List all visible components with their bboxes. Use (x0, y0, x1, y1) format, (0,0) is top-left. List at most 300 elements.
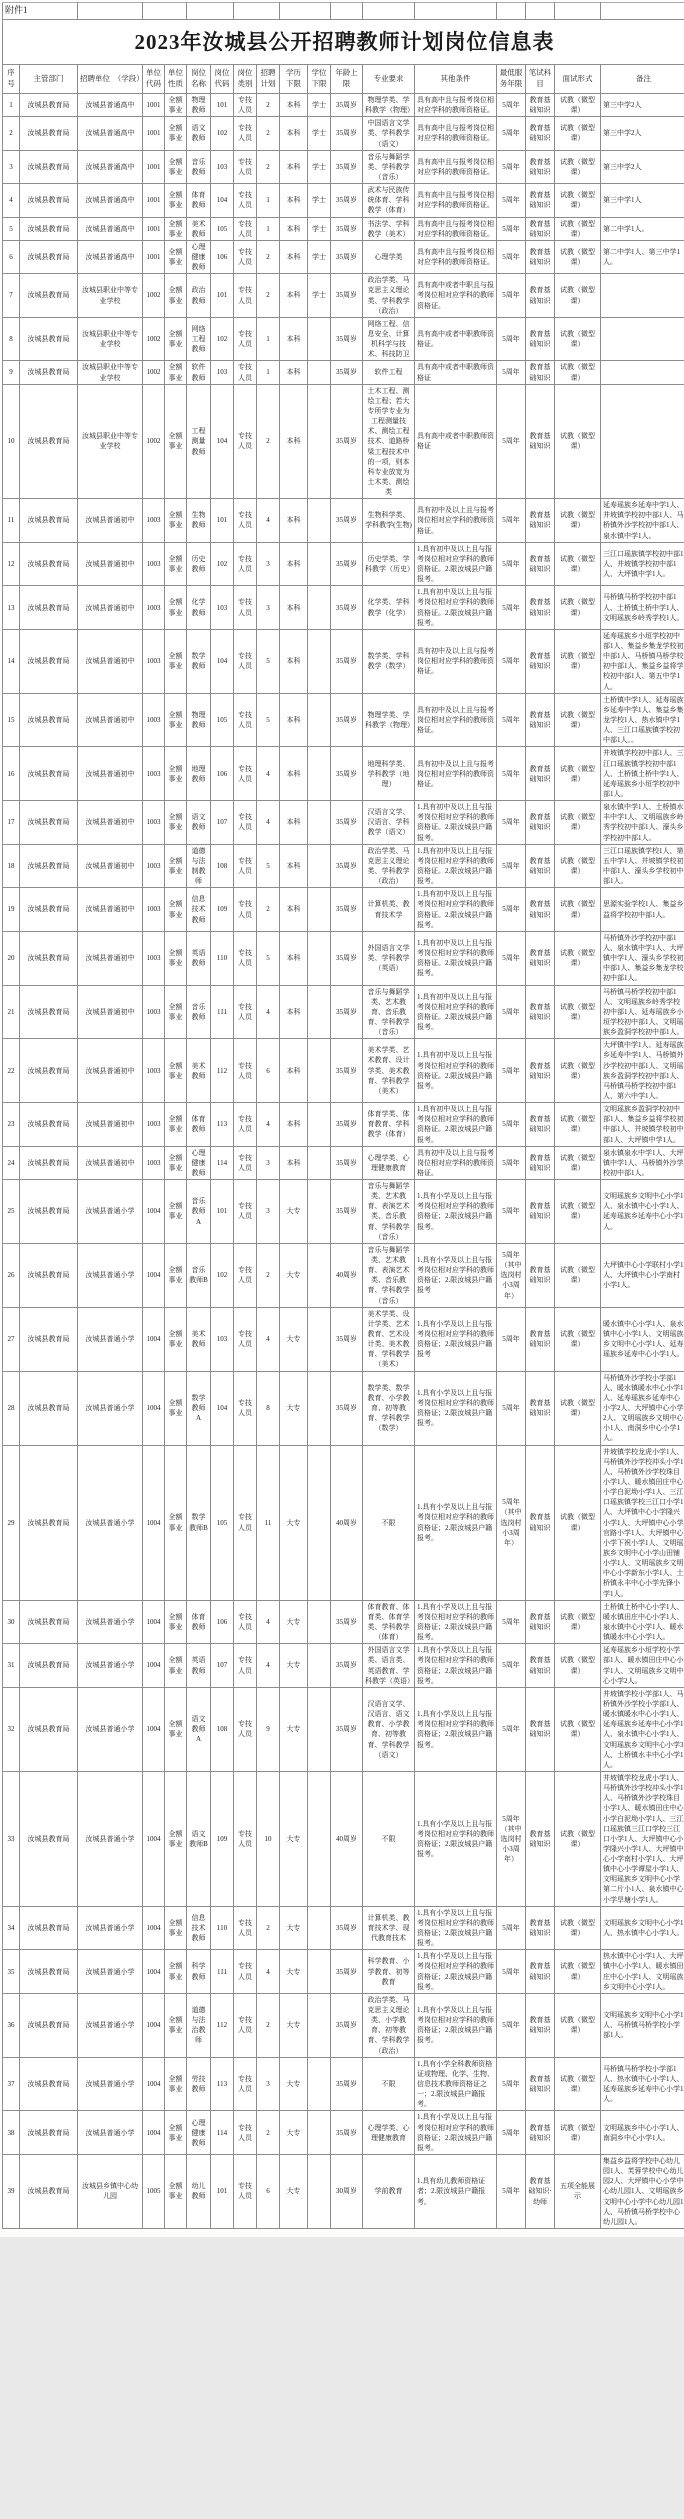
cell: 五项全能展示 (555, 2155, 601, 2229)
cell: 教育基础知识 (526, 361, 555, 384)
cell: 35周岁 (331, 317, 363, 361)
cell: 教育基础知识 (526, 844, 555, 888)
cell: 35周岁 (331, 117, 363, 150)
cell (308, 2155, 331, 2229)
cell: 111 (211, 985, 234, 1039)
cell: 40周岁 (331, 1243, 363, 1307)
cell: 1004 (143, 1180, 165, 1244)
cell: 1.具有小学及以上且与报考岗位相对应学科的教师资格证；2.限汝城县户籍报考。 (415, 1644, 497, 1688)
cell: 汝城县教育局 (20, 384, 78, 499)
cell: 1003 (143, 931, 165, 985)
cell: 本科 (280, 274, 308, 318)
cell: 1004 (143, 1243, 165, 1307)
cell: 汝城县教育局 (20, 1993, 78, 2057)
cell: 汝城县普通初中 (78, 985, 143, 1039)
cell: 29 (3, 1445, 20, 1600)
cell: 专技人员 (234, 1687, 257, 1771)
cell: 101 (211, 274, 234, 318)
cell: 105 (211, 217, 234, 240)
cell: 1003 (143, 1146, 165, 1179)
cell: 本科 (280, 184, 308, 217)
cell: 英语教师 (187, 1644, 211, 1688)
cell: 道德与法治教师 (187, 1993, 211, 2057)
cell (601, 317, 684, 361)
cell: 35周岁 (331, 1371, 363, 1445)
cell: 1 (257, 217, 280, 240)
cell: 本科 (280, 801, 308, 845)
cell: 专技人员 (234, 240, 257, 273)
cell: 汝城县教育局 (20, 1445, 78, 1600)
cell: 汝城县教育局 (20, 217, 78, 240)
cell: 专技人员 (234, 317, 257, 361)
cell: 5周年 (497, 274, 526, 318)
cell: 2 (257, 240, 280, 273)
cell: 学士 (308, 94, 331, 117)
cell: 试教（微型课） (555, 117, 601, 150)
cell: 110 (211, 931, 234, 985)
cell: 学士 (308, 184, 331, 217)
cell: 全额事业 (165, 888, 187, 932)
cell: 教育基础知识 (526, 985, 555, 1039)
table-row (3, 1771, 684, 1906)
table-row (3, 1445, 684, 1600)
cell: 5周年 (497, 384, 526, 499)
cell (308, 542, 331, 586)
cell (308, 586, 331, 630)
cell: 科学教育、小学教育、初等教育 (363, 1950, 415, 1994)
header-cell: 学历 下限 (280, 65, 308, 94)
header-cell: 学位下限 (308, 65, 331, 94)
cell: 学士 (308, 150, 331, 183)
cell: 学前教育 (363, 2155, 415, 2229)
cell: 学士 (308, 217, 331, 240)
cell: 美术教师 (187, 1039, 211, 1103)
header-cell: 招聘计划 (257, 65, 280, 94)
cell: 教育基础知识 (526, 1146, 555, 1179)
cell: 马桥镇马桥学校初中部1人、文明瑶族乡岭秀学校初中部1人、延寿瑶族乡小垣学校初中部1人、文明瑶族乡盈洞学校初中部1人。 (601, 985, 684, 1039)
header-cell: 单位性质 (165, 65, 187, 94)
cell: 汝城县教育局 (20, 1600, 78, 1644)
cell: 试教（微型课） (555, 1307, 601, 1371)
cell: 具有初中及以上且与报考岗位相对应学科的教师资格证。 (415, 747, 497, 801)
cell: 大专 (280, 1906, 308, 1950)
cell: 全额事业 (165, 499, 187, 543)
cell: 试教（微型课） (555, 217, 601, 240)
cell: 4 (257, 801, 280, 845)
cell: 1004 (143, 1600, 165, 1644)
cell: 汝城县教育局 (20, 888, 78, 932)
cell (308, 1039, 331, 1103)
cell: 1001 (143, 117, 165, 150)
cell: 107 (211, 1644, 234, 1688)
cell (308, 1771, 331, 1906)
cell: 1.具有小学及以上且与报考岗位相对应学科的教师资格证；2.限汝城县户籍报考。 (415, 1687, 497, 1771)
cell: 汝城县教育局 (20, 1687, 78, 1771)
cell: 汝城县教育局 (20, 2111, 78, 2155)
cell: 35周岁 (331, 1039, 363, 1103)
cell: 外国语言文学类、语言类、英语教育、学科教学（英语） (363, 1644, 415, 1688)
cell (308, 801, 331, 845)
cell: 本科 (280, 888, 308, 932)
cell: 专技人员 (234, 1039, 257, 1103)
cell: 三江口瑶族镇学校初中部1人、井坡镇学校初中部1人、大坪镇中学1人。 (601, 542, 684, 586)
cell: 3 (257, 2057, 280, 2111)
cell: 试教（微型课） (555, 693, 601, 747)
cell: 1.具有初中及以上且与报考岗位相对应学科的教师资格证。2.限汝城县户籍报考。 (415, 985, 497, 1039)
cell: 本科 (280, 150, 308, 183)
cell: 全额事业 (165, 184, 187, 217)
cell: 1.具有小学及以上且与报考岗位相对应学科的教师资格证；2.限汝城县户籍报考。 (415, 2111, 497, 2155)
cell: 本科 (280, 499, 308, 543)
cell: 1001 (143, 184, 165, 217)
cell: 汉语言文学、汉语言、学科教学（语文） (363, 801, 415, 845)
table-row (3, 586, 684, 630)
cell: 专技人员 (234, 985, 257, 1039)
cell: 数学教师B (187, 1445, 211, 1600)
cell: 全额事业 (165, 384, 187, 499)
cell (308, 1950, 331, 1994)
cell: 25 (3, 1180, 20, 1244)
cell: 本科 (280, 586, 308, 630)
cell: 11 (3, 499, 20, 543)
cell: 政治学类、马克思主义理论类、学科教学（政治） (363, 844, 415, 888)
cell: 汝城县普通初中 (78, 801, 143, 845)
cell: 5 (3, 217, 20, 240)
cell: 4 (3, 184, 20, 217)
cell: 汝城县普通初中 (78, 499, 143, 543)
cell: 113 (211, 1103, 234, 1147)
cell: 102 (211, 542, 234, 586)
table-row (3, 542, 684, 586)
cell: 全额事业 (165, 1771, 187, 1906)
cell: 井坡镇学校龙虎小学1人、马桥镇外沙学校冲头小学1人、马桥镇外沙学校珠目小学1人、暖水镇田庄中心小学白泥坳小学1人、三江口瑶族镇学校三江口小学1人、大坪镇中心小学隆兴小学1人、大坪镇中心小学官路小学1人、大坪镇中心小学下祝小学1人、文明瑶族乡文明中心小学山田铺小学1人、文明瑶族乡文明中心小学新东小学1人、土桥镇永丰中心小学先锋小学1人。 (601, 1445, 684, 1600)
cell: 书法学、学科教学（美术） (363, 217, 415, 240)
cell: 音乐与舞蹈学类、艺术教育、表演艺术类、音乐教育、学科教学（音乐） (363, 1243, 415, 1307)
cell: 心理健康教师 (187, 2111, 211, 2155)
cell: 6 (257, 2155, 280, 2229)
attachment-label: 附件1 (3, 3, 78, 20)
cell: 5周年 (497, 2111, 526, 2155)
cell: 土木工程、测绘工程；若大专所学专业为工程测量技术、测绘工程技术、道路桥梁工程技术中的一项，则本科专业放宽为土木类、测绘类 (363, 384, 415, 499)
cell: 汝城县普通小学 (78, 2057, 143, 2111)
cell: 网络工程教师 (187, 317, 211, 361)
cell: 汝城县教育局 (20, 499, 78, 543)
cell: 教育基础知识 (526, 693, 555, 747)
cell: 5周年 (497, 747, 526, 801)
cell: 4 (257, 747, 280, 801)
cell: 9 (257, 1687, 280, 1771)
cell: 23 (3, 1103, 20, 1147)
cell: 1.具有小学及以上且与报考岗位相对应学科的教师资格证；2.限汝城县户籍报考。 (415, 1371, 497, 1445)
cell: 109 (211, 1771, 234, 1906)
cell: 历史教师 (187, 542, 211, 586)
cell: 3 (3, 150, 20, 183)
cell: 本科 (280, 217, 308, 240)
cell: 1.具有初中及以上且与报考岗位相对应学科的教师资格证。2.限汝城县户籍报考。 (415, 888, 497, 932)
table-row (3, 317, 684, 361)
cell: 35周岁 (331, 888, 363, 932)
cell: 14 (3, 629, 20, 693)
table-row (3, 1644, 684, 1688)
cell: 心理学类、心理健康教育 (363, 2111, 415, 2155)
cell: 本科 (280, 985, 308, 1039)
cell: 专技人员 (234, 1950, 257, 1994)
cell: 音乐教师A (187, 1180, 211, 1244)
cell: 5周年 (497, 94, 526, 117)
cell: 全额事业 (165, 1600, 187, 1644)
cell: 全额事业 (165, 1687, 187, 1771)
cell: 试教（微型课） (555, 1103, 601, 1147)
cell: 汝城县教育局 (20, 747, 78, 801)
cell: 4 (257, 1950, 280, 1994)
cell: 语文教师A (187, 1687, 211, 1771)
header-cell: 备注 (601, 65, 684, 94)
cell: 汝城县普通初中 (78, 1146, 143, 1179)
cell: 2 (257, 117, 280, 150)
cell: 大专 (280, 1243, 308, 1307)
cell: 网络工程、信息安全、计算机科学与技术、科技防卫 (363, 317, 415, 361)
cell: 104 (211, 1371, 234, 1445)
cell: 全额事业 (165, 1243, 187, 1307)
cell: 汝城县普通高中 (78, 94, 143, 117)
cell: 汝城县普通高中 (78, 240, 143, 273)
cell: 政治学类、马克思主义理论类、小学教育、初等教育、学科教学（政治） (363, 1993, 415, 2057)
cell: 具有高中且与报考岗位相对应学科的教师资格证。 (415, 217, 497, 240)
cell: 5周年 (497, 1600, 526, 1644)
cell: 音乐与舞蹈学类、艺术教育、表演艺术类、音乐教育、学科教学（音乐） (363, 1180, 415, 1244)
cell: 汝城县普通小学 (78, 1993, 143, 2057)
cell: 中国语言文学类、学科教学（语文） (363, 117, 415, 150)
cell: 专技人员 (234, 586, 257, 630)
cell: 汝城县教育局 (20, 1146, 78, 1179)
cell: 1004 (143, 1307, 165, 1371)
cell (601, 384, 684, 499)
cell: 全额事业 (165, 1445, 187, 1600)
cell: 汝城县教育局 (20, 150, 78, 183)
cell: 教育基础知识 (526, 240, 555, 273)
cell: 试教（微型课） (555, 586, 601, 630)
cell: 教育基础知识 (526, 1039, 555, 1103)
cell (601, 274, 684, 318)
cell: 具有初中及以上且与报考岗位相对应学科的教师资格证。 (415, 693, 497, 747)
cell: 35周岁 (331, 2057, 363, 2111)
cell: 教育基础知识 (526, 629, 555, 693)
table-row (3, 2057, 684, 2111)
cell: 5周年 (497, 931, 526, 985)
cell: 5 (257, 931, 280, 985)
cell: 音乐教师B (187, 1243, 211, 1307)
cell (308, 361, 331, 384)
cell (308, 844, 331, 888)
cell: 35 (3, 1950, 20, 1994)
cell: 全额事业 (165, 1103, 187, 1147)
cell: 汝城县职业中等专业学校 (78, 384, 143, 499)
cell: 教育基础知识 (526, 1906, 555, 1950)
cell: 语文教师B (187, 1771, 211, 1906)
cell: 试教（微型课） (555, 94, 601, 117)
cell: 专技人员 (234, 150, 257, 183)
cell: 专技人员 (234, 1180, 257, 1244)
cell: 专技人员 (234, 384, 257, 499)
cell: 英语教师 (187, 931, 211, 985)
cell: 全额事业 (165, 844, 187, 888)
table-row (3, 1180, 684, 1244)
cell: 具有高中或者中职教师资格证。 (415, 317, 497, 361)
cell: 2 (257, 1993, 280, 2057)
cell: 专技人员 (234, 274, 257, 318)
cell: 汝城县普通小学 (78, 1687, 143, 1771)
cell: 美术学类、设计学类、艺术教育、艺术设计类、美术教育、学科教学（美术） (363, 1307, 415, 1371)
cell: 106 (211, 240, 234, 273)
cell: 35周岁 (331, 2111, 363, 2155)
cell: 102 (211, 117, 234, 150)
table-row (3, 499, 684, 543)
cell: 110 (211, 1906, 234, 1950)
cell: 全额事业 (165, 361, 187, 384)
cell: 数学教师A (187, 1371, 211, 1445)
cell: 美术学类、艺术教育、设计学类、美术教育、学科教学（美术） (363, 1039, 415, 1103)
cell: 大专 (280, 1993, 308, 2057)
cell: 不限 (363, 1445, 415, 1600)
cell: 化学教师 (187, 586, 211, 630)
cell: 5周年 (497, 1906, 526, 1950)
header-cell: 其他条件 (415, 65, 497, 94)
cell: 35周岁 (331, 931, 363, 985)
cell: 5周年 (497, 317, 526, 361)
recruitment-table (2, 2, 684, 2229)
cell: 5周年 (497, 499, 526, 543)
cell: 汝城县普通高中 (78, 217, 143, 240)
cell: 5周年 (497, 1950, 526, 1994)
cell: 17 (3, 801, 20, 845)
cell: 5周年 (497, 844, 526, 888)
page-title: 2023年汝城县公开招聘教师计划岗位信息表 (3, 20, 684, 65)
cell: 109 (211, 888, 234, 932)
cell: 汝城县教育局 (20, 1180, 78, 1244)
cell: 教育基础知识 (526, 1371, 555, 1445)
cell: 大专 (280, 1600, 308, 1644)
cell: 思源实验学校1人、集益乡益将学校初中部1人。 (601, 888, 684, 932)
cell: 汝城县教育局 (20, 586, 78, 630)
table-row (3, 801, 684, 845)
cell: 教育基础知识 (526, 1600, 555, 1644)
cell: 汉语言文学、汉语言、语文教育、小学教育、初等教育、学科教学（语文） (363, 1687, 415, 1771)
cell: 104 (211, 384, 234, 499)
cell: 汝城县普通初中 (78, 844, 143, 888)
cell: 教育基础知识 (526, 1993, 555, 2057)
cell: 不限 (363, 2057, 415, 2111)
cell: 39 (3, 2155, 20, 2229)
cell: 专技人员 (234, 931, 257, 985)
cell: 5周年 (497, 1180, 526, 1244)
cell: 汝城县教育局 (20, 931, 78, 985)
cell: 具有高中且与报考岗位相对应学科的教师资格证。 (415, 150, 497, 183)
cell: 1.具有小学及以上且与报考岗位相对应学科的教师资格证；2.限汝城县户籍报考。 (415, 1950, 497, 1994)
cell: 不限 (363, 1771, 415, 1906)
cell: 2 (257, 384, 280, 499)
cell: 大专 (280, 1771, 308, 1906)
cell (308, 931, 331, 985)
cell: 学士 (308, 274, 331, 318)
cell: 汝城县普通初中 (78, 693, 143, 747)
cell: 汝城县普通初中 (78, 747, 143, 801)
cell: 延寿瑶族乡小垣学校初中部1人、集益乡集龙学校初中部1人、马桥镇马桥学校初中部1人、集益乡益将学校初中部1人、第五中学1人。 (601, 629, 684, 693)
cell: 道德与法制教师 (187, 844, 211, 888)
cell: 1.具有初中及以上且与报考岗位相对应学科的教师资格证。2.限汝城县户籍报考。 (415, 801, 497, 845)
cell: 1001 (143, 217, 165, 240)
cell: 马桥镇外沙学校小学部1人、暖水镇暖水中心小学1人、延寿瑶族乡延寿中心小学2人、大坪镇中心小学2人、文明瑶族乡文明中心小1人、南洞乡中心小学1人。 (601, 1371, 684, 1445)
cell: 1 (257, 361, 280, 384)
cell: 试教（微型课） (555, 184, 601, 217)
cell: 1001 (143, 150, 165, 183)
cell: 全额事业 (165, 2155, 187, 2229)
cell: 35周岁 (331, 747, 363, 801)
cell: 试教（微型课） (555, 1644, 601, 1688)
cell: 信息技术教师 (187, 1906, 211, 1950)
cell: 5周年 (497, 1371, 526, 1445)
cell: 汝城县教育局 (20, 1906, 78, 1950)
cell: 大专 (280, 1307, 308, 1371)
cell: 第三中学2人 (601, 117, 684, 150)
cell: 全额事业 (165, 985, 187, 1039)
cell: 心理学类 (363, 240, 415, 273)
cell: 36 (3, 1993, 20, 2057)
cell: 教育基础知识 (526, 2057, 555, 2111)
cell: 26 (3, 1243, 20, 1307)
header-cell: 主管部门 (20, 65, 78, 94)
table-row (3, 1146, 684, 1179)
cell: 112 (211, 1993, 234, 2057)
cell: 试教（微型课） (555, 1950, 601, 1994)
cell: 27 (3, 1307, 20, 1371)
cell: 5周年 (497, 184, 526, 217)
cell: 全额事业 (165, 117, 187, 150)
table-row (3, 1371, 684, 1445)
cell: 3 (257, 1180, 280, 1244)
cell (308, 384, 331, 499)
cell: 37 (3, 2057, 20, 2111)
cell: 1003 (143, 844, 165, 888)
cell: 5周年 (497, 586, 526, 630)
cell: 马桥镇马桥学校初中部1人、土桥镇土桥中学1人、文明瑶族乡岭秀学校1人。 (601, 586, 684, 630)
cell: 化学类、学科教学（化学） (363, 586, 415, 630)
cell: 1.具有初中及以上且与报考岗位相对应学科的教师资格证。2.限汝城县户籍报考。 (415, 931, 497, 985)
cell: 软件工程 (363, 361, 415, 384)
cell: 专技人员 (234, 693, 257, 747)
cell: 5 (257, 693, 280, 747)
cell: 教育基础知识 (526, 1307, 555, 1371)
cell: 1.具有初中及以上且与报考岗位相对应学科的教师资格证。2.限汝城县户籍报考。 (415, 1039, 497, 1103)
table-row (3, 117, 684, 150)
cell: 5周年 (497, 693, 526, 747)
cell: 35周岁 (331, 586, 363, 630)
cell: 具有初中及以上且与报考岗位相对应学科的教师资格证。 (415, 499, 497, 543)
cell: 1003 (143, 542, 165, 586)
cell: 全额事业 (165, 1146, 187, 1179)
cell (308, 1371, 331, 1445)
cell: 大专 (280, 1445, 308, 1600)
cell: 汝城县教育局 (20, 274, 78, 318)
cell: 土桥镇中学1人、延寿瑶族乡延寿中学1人、集益乡集龙学校1人、热水镇中学1人、三江口瑶族镇学校初中部1人。。 (601, 693, 684, 747)
cell: 9 (3, 361, 20, 384)
cell: 试教（微型课） (555, 1600, 601, 1644)
cell: 18 (3, 844, 20, 888)
cell: 汝城县教育局 (20, 542, 78, 586)
cell: 2 (257, 2111, 280, 2155)
cell: 体育教师 (187, 1103, 211, 1147)
cell: 5周年 (497, 1146, 526, 1179)
cell: 专技人员 (234, 1445, 257, 1600)
